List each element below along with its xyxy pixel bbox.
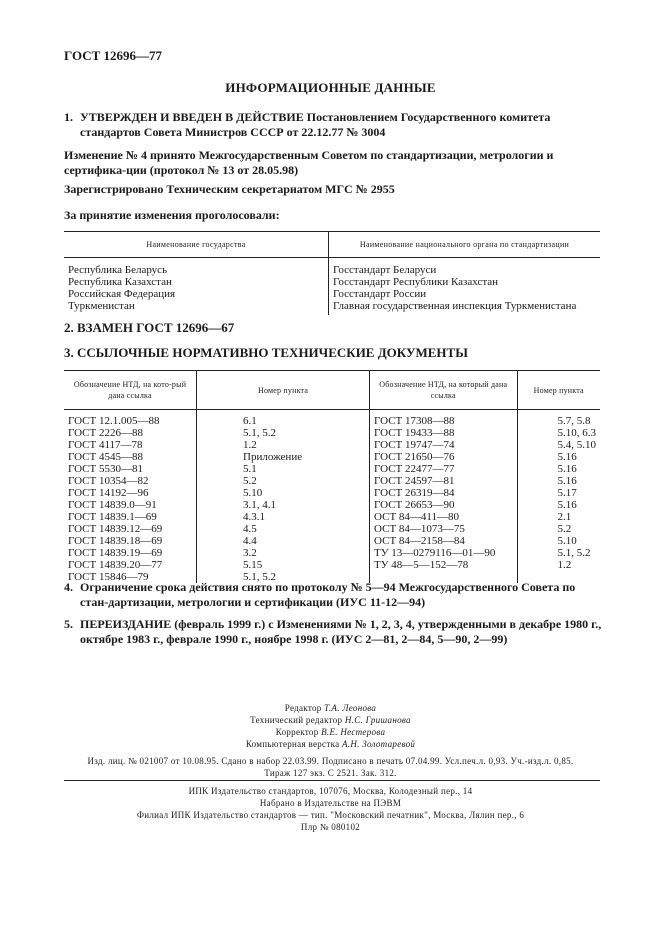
votes-states-cell <box>64 258 329 316</box>
ref-point: 1.2 <box>557 559 572 571</box>
registration-note: Зарегистрировано Техническим секретариатом МГС № 2955 <box>64 182 395 196</box>
ref-point: 5.17 <box>557 487 577 499</box>
print-details-line-2: Тираж 127 экз. С 2521. Зак. 312. <box>264 768 397 778</box>
ref-point: 4.4 <box>243 535 257 547</box>
document-header: ГОСТ 12696—77 <box>64 48 163 63</box>
ref-point: 3.2 <box>243 547 257 559</box>
votes-table <box>64 231 600 315</box>
ref-point: 5.16 <box>557 499 577 511</box>
ref-doc: ГОСТ 19433—88 <box>374 427 455 439</box>
editor-label: Редактор <box>284 703 322 713</box>
ref-doc: ГОСТ 14839.19—69 <box>68 547 163 559</box>
tech-editor-name: Н.С. Гришанова <box>344 715 411 725</box>
corrector-name: В.Е. Нестерова <box>321 727 386 737</box>
ref-point: 5.10, 6.3 <box>557 427 596 439</box>
item-5-text: ПЕРЕИЗДАНИЕ (февраль 1999 г.) с Изменениями № 1, 2, 3, 4, утвержденными в декабре 1980 г., октябре 1983 г., феврале 1990 г., ноябре 1998 г. (ИУС 2—81, 2—84, 5—90, 2—99) <box>80 617 602 646</box>
ref-point: 6.1 <box>243 415 257 427</box>
publisher-block <box>0 785 661 833</box>
refs-header-doc-left: Обозначение НТД, на кото-рый дана ссылка <box>64 371 197 410</box>
ref-point: 5.1, 5.2 <box>557 547 591 559</box>
ref-doc: ГОСТ 17308—88 <box>374 415 455 427</box>
ref-doc: ОСТ 84—1073—75 <box>374 523 465 535</box>
ref-doc: ГОСТ 4117—78 <box>68 439 143 451</box>
refs-header-doc-right: Обозначение НТД, на который дана ссылка <box>370 371 517 410</box>
ref-doc: ГОСТ 21650—76 <box>374 451 455 463</box>
item-2: 2. ВЗАМЕН ГОСТ 12696—67 <box>64 320 235 335</box>
ref-point: 5.16 <box>557 475 577 487</box>
editor-name: Т.А. Леонова <box>324 703 377 713</box>
ref-doc: ГОСТ 14839.12—69 <box>68 523 163 535</box>
ref-point: 5.16 <box>557 451 577 463</box>
ref-point: 4.5 <box>243 523 257 535</box>
ref-point: 5.1, 5.2 <box>243 571 277 583</box>
tech-editor-label: Технический редактор <box>250 715 343 725</box>
ref-doc: ГОСТ 14839.0—91 <box>68 499 157 511</box>
corrector-label: Корректор <box>275 727 319 737</box>
layout-line <box>0 738 661 750</box>
item-5-number: 5. <box>64 617 73 631</box>
item-4-number: 4. <box>64 580 73 594</box>
ref-doc: ГОСТ 14192—96 <box>68 487 149 499</box>
item-4-text: Ограничение срока действия снято по протоколу № 5—94 Межгосударственного Совета по стан-дартизации, метрологии и сертификации (ИУС 11-12—94) <box>80 580 576 609</box>
ref-point: 1.2 <box>243 439 257 451</box>
corrector-line <box>0 726 661 738</box>
state-name: Республика Беларусь <box>68 264 168 276</box>
ref-doc: ГОСТ 24597—81 <box>374 475 455 487</box>
ref-doc: ГОСТ 12.1.005—88 <box>68 415 160 427</box>
ref-point: Приложение <box>243 451 303 463</box>
votes-bodies-cell <box>329 258 601 316</box>
state-name: Российская Федерация <box>68 288 176 300</box>
ref-point: 5.15 <box>243 559 263 571</box>
publisher-line-2: Набрано в Издательстве на ПЭВМ <box>259 798 402 808</box>
ref-doc: ГОСТ 4545—88 <box>68 451 143 463</box>
ref-point: 2.1 <box>557 511 572 523</box>
standards-body-name: Госстандарт Республики Казахстан <box>333 276 499 288</box>
editor-line <box>0 702 661 714</box>
ref-point: 5.1, 5.2 <box>243 427 277 439</box>
standards-body-name: Госстандарт России <box>333 288 427 300</box>
item-3: 3. ССЫЛОЧНЫЕ НОРМАТИВНО ТЕХНИЧЕСКИЕ ДОКУМЕНТЫ <box>64 345 468 360</box>
ref-doc: ТУ 13—0279116—01—90 <box>374 547 496 559</box>
ref-doc: ОСТ 84—2158—84 <box>374 535 465 547</box>
ref-doc: ГОСТ 2226—88 <box>68 427 143 439</box>
references-table <box>64 370 600 583</box>
layout-name: А.Н. Золотаревой <box>341 739 416 749</box>
imprint-block <box>0 702 661 750</box>
ref-point: 5.10 <box>557 535 577 547</box>
ref-doc: ГОСТ 26319—84 <box>374 487 455 499</box>
publisher-line-1: ИПК Издательство стандартов, 107076, Москва, Колодезный пер., 14 <box>188 786 473 796</box>
divider <box>64 780 600 781</box>
refs-right-points <box>517 410 600 584</box>
item-4 <box>64 580 604 610</box>
ref-doc: ГОСТ 19747—74 <box>374 439 455 451</box>
votes-header-body: Наименование национального органа по стандартизации <box>329 232 601 258</box>
ref-point: 5.2 <box>243 475 257 487</box>
voted-heading: За принятие изменения проголосовали: <box>64 208 280 222</box>
ref-point: 5.2 <box>557 523 572 535</box>
standards-body-name: Госстандарт Беларуси <box>333 264 437 276</box>
item-1-text: УТВЕРЖДЕН И ВВЕДЕН В ДЕЙСТВИЕ Постановлением Государственного комитета стандартов Совета Министров СССР от 22.12.77 № 3004 <box>80 110 551 139</box>
publisher-line-4: Плр № 080102 <box>300 822 361 832</box>
standards-body-name: Главная государственная инспекция Туркменистана <box>333 300 577 312</box>
state-name: Республика Казахстан <box>68 276 172 288</box>
votes-header-state: Наименование государства <box>64 232 329 258</box>
ref-doc: ГОСТ 26653—90 <box>374 499 455 511</box>
print-details-line-1: Изд. лиц. № 021007 от 10.08.95. Сдано в набор 22.03.99. Подписано в печать 07.04.99. Усл.печ.л. 0,93. Уч.-изд.л. 0,85. <box>87 756 574 766</box>
tech-editor-line <box>0 714 661 726</box>
ref-point: 5.4, 5.10 <box>557 439 596 451</box>
item-5 <box>64 617 604 647</box>
item-1-number: 1. <box>64 110 73 124</box>
ref-point: 5.10 <box>243 487 263 499</box>
refs-left-points <box>197 410 370 584</box>
publisher-line-3: Филиал ИПК Издательство стандартов — тип. "Московский печатник", Москва, Лялин пер., 6 <box>136 810 525 820</box>
ref-doc: ГОСТ 14839.20—77 <box>68 559 163 571</box>
ref-doc: ГОСТ 15846—79 <box>68 571 149 583</box>
layout-label: Компьютерная верстка <box>245 739 340 749</box>
page-title: ИНФОРМАЦИОННЫЕ ДАННЫЕ <box>225 80 436 95</box>
ref-point: 5.1 <box>243 463 257 475</box>
ref-doc: ГОСТ 22477—77 <box>374 463 455 475</box>
ref-doc: ГОСТ 14839.18—69 <box>68 535 163 547</box>
ref-point: 4.3.1 <box>243 511 266 523</box>
refs-left-docs <box>64 410 197 584</box>
refs-header-point-left: Номер пункта <box>197 371 370 410</box>
refs-header-point-right: Номер пункта <box>517 371 600 410</box>
refs-right-docs <box>370 410 517 584</box>
change-note: Изменение № 4 принято Межгосударственным Советом по стандартизации, метрологии и сертифика-ции (протокол № 13 от 28.05.98) <box>64 148 554 177</box>
ref-point: 3.1, 4.1 <box>243 499 277 511</box>
ref-doc: ОСТ 84—411—80 <box>374 511 460 523</box>
ref-point: 5.7, 5.8 <box>557 415 591 427</box>
print-details <box>0 755 661 779</box>
state-name: Туркменистан <box>68 300 135 312</box>
ref-doc: ТУ 48—5—152—78 <box>374 559 469 571</box>
ref-doc: ГОСТ 5530—81 <box>68 463 143 475</box>
ref-point: 5.16 <box>557 463 577 475</box>
ref-doc: ГОСТ 14839.1—69 <box>68 511 157 523</box>
ref-doc: ГОСТ 10354—82 <box>68 475 149 487</box>
item-1 <box>64 110 604 140</box>
